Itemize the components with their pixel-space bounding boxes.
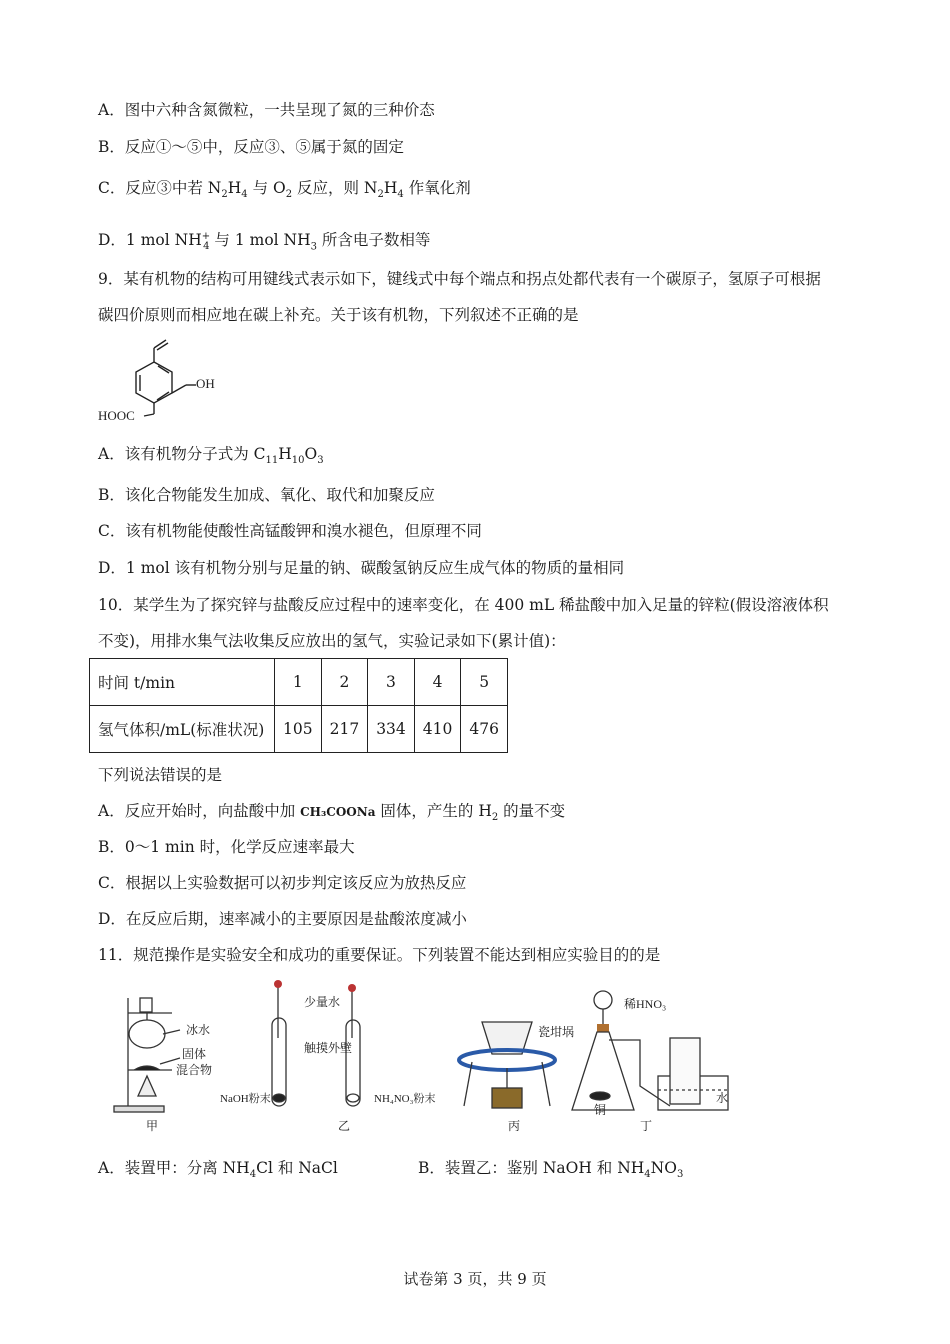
apparatus-figure <box>100 978 740 1138</box>
label-solid: 固体 <box>182 1047 207 1061</box>
table-cell: 105 <box>275 706 322 753</box>
caption-yi: 乙 <box>338 1119 351 1133</box>
struct-oh-label: OH <box>196 376 215 391</box>
table-cell: 476 <box>461 706 508 753</box>
table-row <box>90 659 508 706</box>
label-little-water: 少量水 <box>304 995 341 1009</box>
q10-stem-line2: 不变)，用排水集气法收集反应放出的氢气，实验记录如下(累计值)： <box>98 632 566 650</box>
q9-option-c: C．该有机物能使酸性高锰酸钾和溴水褪色，但原理不同 <box>98 522 482 540</box>
q11-option-a: A．装置甲：分离 $NH_4Cl$ 和 NaCl <box>98 1159 338 1181</box>
caption-ding: 丁 <box>640 1119 653 1133</box>
q9-stem-line2: 碳四价原则而相应地在碳上补充。关于该有机物，下列叙述不正确的是 <box>98 306 579 324</box>
q10-option-c: C．根据以上实验数据可以初步判定该反应为放热反应 <box>98 874 467 892</box>
q10-option-d: D．在反应后期，速率减小的主要原因是盐酸浓度减小 <box>98 910 467 928</box>
table-cell: 1 <box>275 659 322 706</box>
label-crucible: 瓷坩埚 <box>538 1025 575 1039</box>
label-ice-water: 冰水 <box>186 1023 211 1037</box>
q10-stem-line1: 10．某学生为了探究锌与盐酸反应过程中的速率变化，在 400 mL 稀盐酸中加入足量的锌粒(假设溶液体积 <box>98 596 829 614</box>
q10-option-a: A．反应开始时，向盐酸中加 CH₃COONa 固体，产生的 $H_2$ 的量不变 <box>98 802 566 824</box>
table-cell: 3 <box>368 659 415 706</box>
q11-option-b: B．装置乙：鉴别 NaOH 和 $NH_4NO_3$ <box>418 1159 684 1181</box>
q9-option-d: D．1 mol 该有机物分别与足量的钠、碳酸氢钠反应生成气体的物质的量相同 <box>98 559 625 577</box>
label-touch-wall: 触摸外壁 <box>304 1041 353 1055</box>
q8-option-d: D．1 mol $NH^+_4$ 与 1 mol $NH_3$ 所含电子数相等 <box>98 231 431 253</box>
q9-stem-line1: 9．某有机物的结构可用键线式表示如下，键线式中每个端点和拐点处都代表有一个碳原子，氢原子可根据 <box>98 270 821 288</box>
table-header-volume: 氢气体积/mL(标准状况) <box>90 706 275 753</box>
label-mixture: 混合物 <box>176 1063 213 1077</box>
label-copper: 铜 <box>594 1103 607 1117</box>
q9-option-b: B．该化合物能发生加成、氧化、取代和加聚反应 <box>98 486 435 504</box>
table-row <box>90 706 508 753</box>
label-nh4no3-powder: NH₄NO₃粉末 <box>374 1093 436 1105</box>
label-naoh-powder: NaOH粉末 <box>220 1093 271 1105</box>
label-dilute-hno3: 稀HNO₃ <box>624 997 667 1011</box>
q8-option-c: C．反应③中若 $N_2H_4$ 与 $O_2$ 反应，则 $N_2H_4$ 作氧化剂 <box>98 179 471 201</box>
table-cell: 410 <box>414 706 461 753</box>
table-header-time: 时间 t/min <box>90 659 275 706</box>
q10-option-b: B．0～1 min 时，化学反应速率最大 <box>98 838 355 856</box>
q8-option-a: A．图中六种含氮微粒，一共呈现了氮的三种价态 <box>98 101 435 119</box>
table-cell: 2 <box>321 659 368 706</box>
page-footer: 试卷第 3 页，共 9 页 <box>403 1270 547 1288</box>
q10-prompt: 下列说法错误的是 <box>98 766 223 784</box>
caption-jia: 甲 <box>146 1119 159 1133</box>
caption-bing: 丙 <box>508 1119 521 1133</box>
q11-stem: 11．规范操作是实验安全和成功的重要保证。下列装置不能达到相应实验目的的是 <box>98 946 661 964</box>
q8-option-b: B．反应①～⑤中，反应③、⑤属于氮的固定 <box>98 138 404 156</box>
label-water: 水 <box>716 1091 729 1105</box>
data-table <box>89 658 508 753</box>
structure-diagram <box>96 336 226 436</box>
table-cell: 5 <box>461 659 508 706</box>
table-cell: 334 <box>368 706 415 753</box>
table-cell: 4 <box>414 659 461 706</box>
table-cell: 217 <box>321 706 368 753</box>
struct-cooh-label: HOOC <box>98 408 135 423</box>
q9-option-a: A．该有机物分子式为 $C_{11}H_{10}O_3$ <box>98 445 324 467</box>
